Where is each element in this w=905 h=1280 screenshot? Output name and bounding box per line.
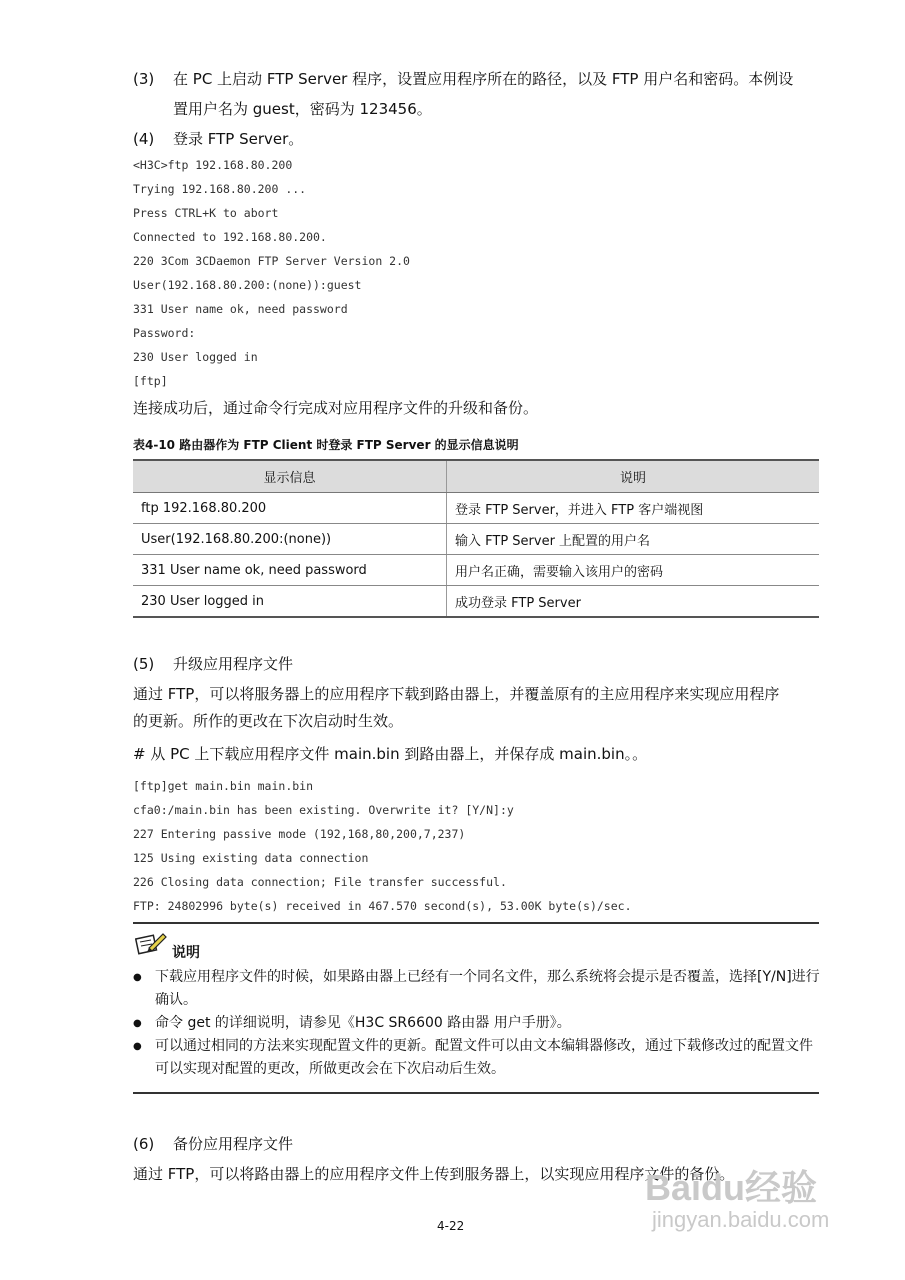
step-5-number: (5) — [133, 655, 155, 673]
watermark-brand: Baidu经验 — [645, 1167, 818, 1208]
step-6-text: 备份应用程序文件 — [173, 1135, 294, 1153]
step-4 — [133, 128, 303, 150]
page-number: 4-22 — [437, 1219, 465, 1233]
table-cell: 331 User name ok, need password — [133, 555, 447, 586]
console-line: 220 3Com 3CDaemon FTP Server Version 2.0 — [133, 254, 410, 268]
step-4-text: 登录 FTP Server。 — [173, 130, 304, 148]
table-header-row — [133, 460, 819, 493]
table-row — [133, 555, 819, 586]
console-line: Trying 192.168.80.200 ... — [133, 182, 307, 196]
console-line: [ftp] — [133, 374, 168, 388]
console-line: Connected to 192.168.80.200. — [133, 230, 327, 244]
console-output-download — [133, 778, 632, 922]
step-6-number: (6) — [133, 1135, 155, 1153]
table-cell: 用户名正确，需要输入该用户的密码 — [447, 555, 820, 586]
console-line: cfa0:/main.bin has been existing. Overwrite it? [Y/N]:y — [133, 803, 514, 817]
note-bullet-list — [133, 966, 823, 1081]
list-item: ● 可以通过相同的方法来实现配置文件的更新。配置文件可以由文本编辑器修改，通过下载修改过的配置文件可以实现对配置的更改，所做更改会在下次启动后生效。 — [133, 1035, 823, 1081]
console-line: 226 Closing data connection; File transfer successful. — [133, 875, 507, 889]
watermark-url: jingyan.baidu.com — [652, 1207, 830, 1232]
console-line: <H3C>ftp 192.168.80.200 — [133, 158, 293, 172]
table-cell: 成功登录 FTP Server — [447, 586, 820, 618]
console-line: FTP: 24802996 byte(s) received in 467.570 second(s), 53.00K byte(s)/sec. — [133, 899, 632, 913]
upgrade-para-line1: 通过 FTP，可以将服务器上的应用程序下载到路由器上，并覆盖原有的主应用程序来实现应用程序 — [133, 685, 780, 703]
table-header-display-info: 显示信息 — [133, 460, 447, 493]
table-cell: 230 User logged in — [133, 586, 447, 618]
console-output-login — [133, 157, 410, 397]
step-3 — [133, 68, 793, 90]
console-line: [ftp]get main.bin main.bin — [133, 779, 314, 793]
table-row — [133, 524, 819, 555]
step-5 — [133, 653, 293, 675]
note-bottom-rule — [133, 1092, 819, 1094]
table-cell: 输入 FTP Server 上配置的用户名 — [447, 524, 820, 555]
console-line: Press CTRL+K to abort — [133, 206, 279, 220]
list-item: ● 命令 get 的详细说明，请参见《H3C SR6600 路由器 用户手册》。 — [133, 1012, 823, 1035]
console-line: Password: — [133, 326, 196, 340]
table-cell: User(192.168.80.200:(none)) — [133, 524, 447, 555]
console-line: 227 Entering passive mode (192,168,80,200,7,237) — [133, 827, 466, 841]
step-4-number: (4) — [133, 130, 155, 148]
note-title: 说明 — [172, 945, 200, 961]
console-line: 230 User logged in — [133, 350, 258, 364]
console-line: 125 Using existing data connection — [133, 851, 369, 865]
step-6 — [133, 1133, 293, 1155]
table-caption: 表4-10 路由器作为 FTP Client 时登录 FTP Server 的显示信息说明 — [133, 438, 519, 452]
console-line: 331 User name ok, need password — [133, 302, 348, 316]
table-row — [133, 493, 819, 524]
table-cell: ftp 192.168.80.200 — [133, 493, 447, 524]
table-row — [133, 586, 819, 618]
step-5-text: 升级应用程序文件 — [173, 655, 294, 673]
after-login-text: 连接成功后，通过命令行完成对应用程序文件的升级和备份。 — [133, 399, 539, 417]
note-pencil-icon — [135, 931, 167, 955]
step-3-number: (3) — [133, 70, 155, 88]
backup-para: 通过 FTP，可以将路由器上的应用程序文件上传到服务器上，以实现应用程序文件的备份。 — [133, 1165, 735, 1183]
step-3-text-line1: 在 PC 上启动 FTP Server 程序，设置应用程序所在的路径，以及 FTP 用户名和密码。本例设 — [173, 70, 794, 88]
table-header-description: 说明 — [447, 460, 820, 493]
console-line: User(192.168.80.200:(none)):guest — [133, 278, 362, 292]
download-comment: # 从 PC 上下载应用程序文件 main.bin 到路由器上，并保存成 main.bin。。 — [133, 745, 648, 763]
upgrade-para-line2: 的更新。所作的更改在下次启动时生效。 — [133, 712, 404, 730]
note-top-rule — [133, 922, 819, 924]
table-cell: 登录 FTP Server，并进入 FTP 客户端视图 — [447, 493, 820, 524]
list-item: ● 下载应用程序文件的时候，如果路由器上已经有一个同名文件，那么系统将会提示是否覆盖，选择[Y/N]进行确认。 — [133, 966, 823, 1012]
display-info-table — [133, 459, 819, 618]
step-3-text-line2: 置用户名为 guest，密码为 123456。 — [173, 100, 432, 118]
